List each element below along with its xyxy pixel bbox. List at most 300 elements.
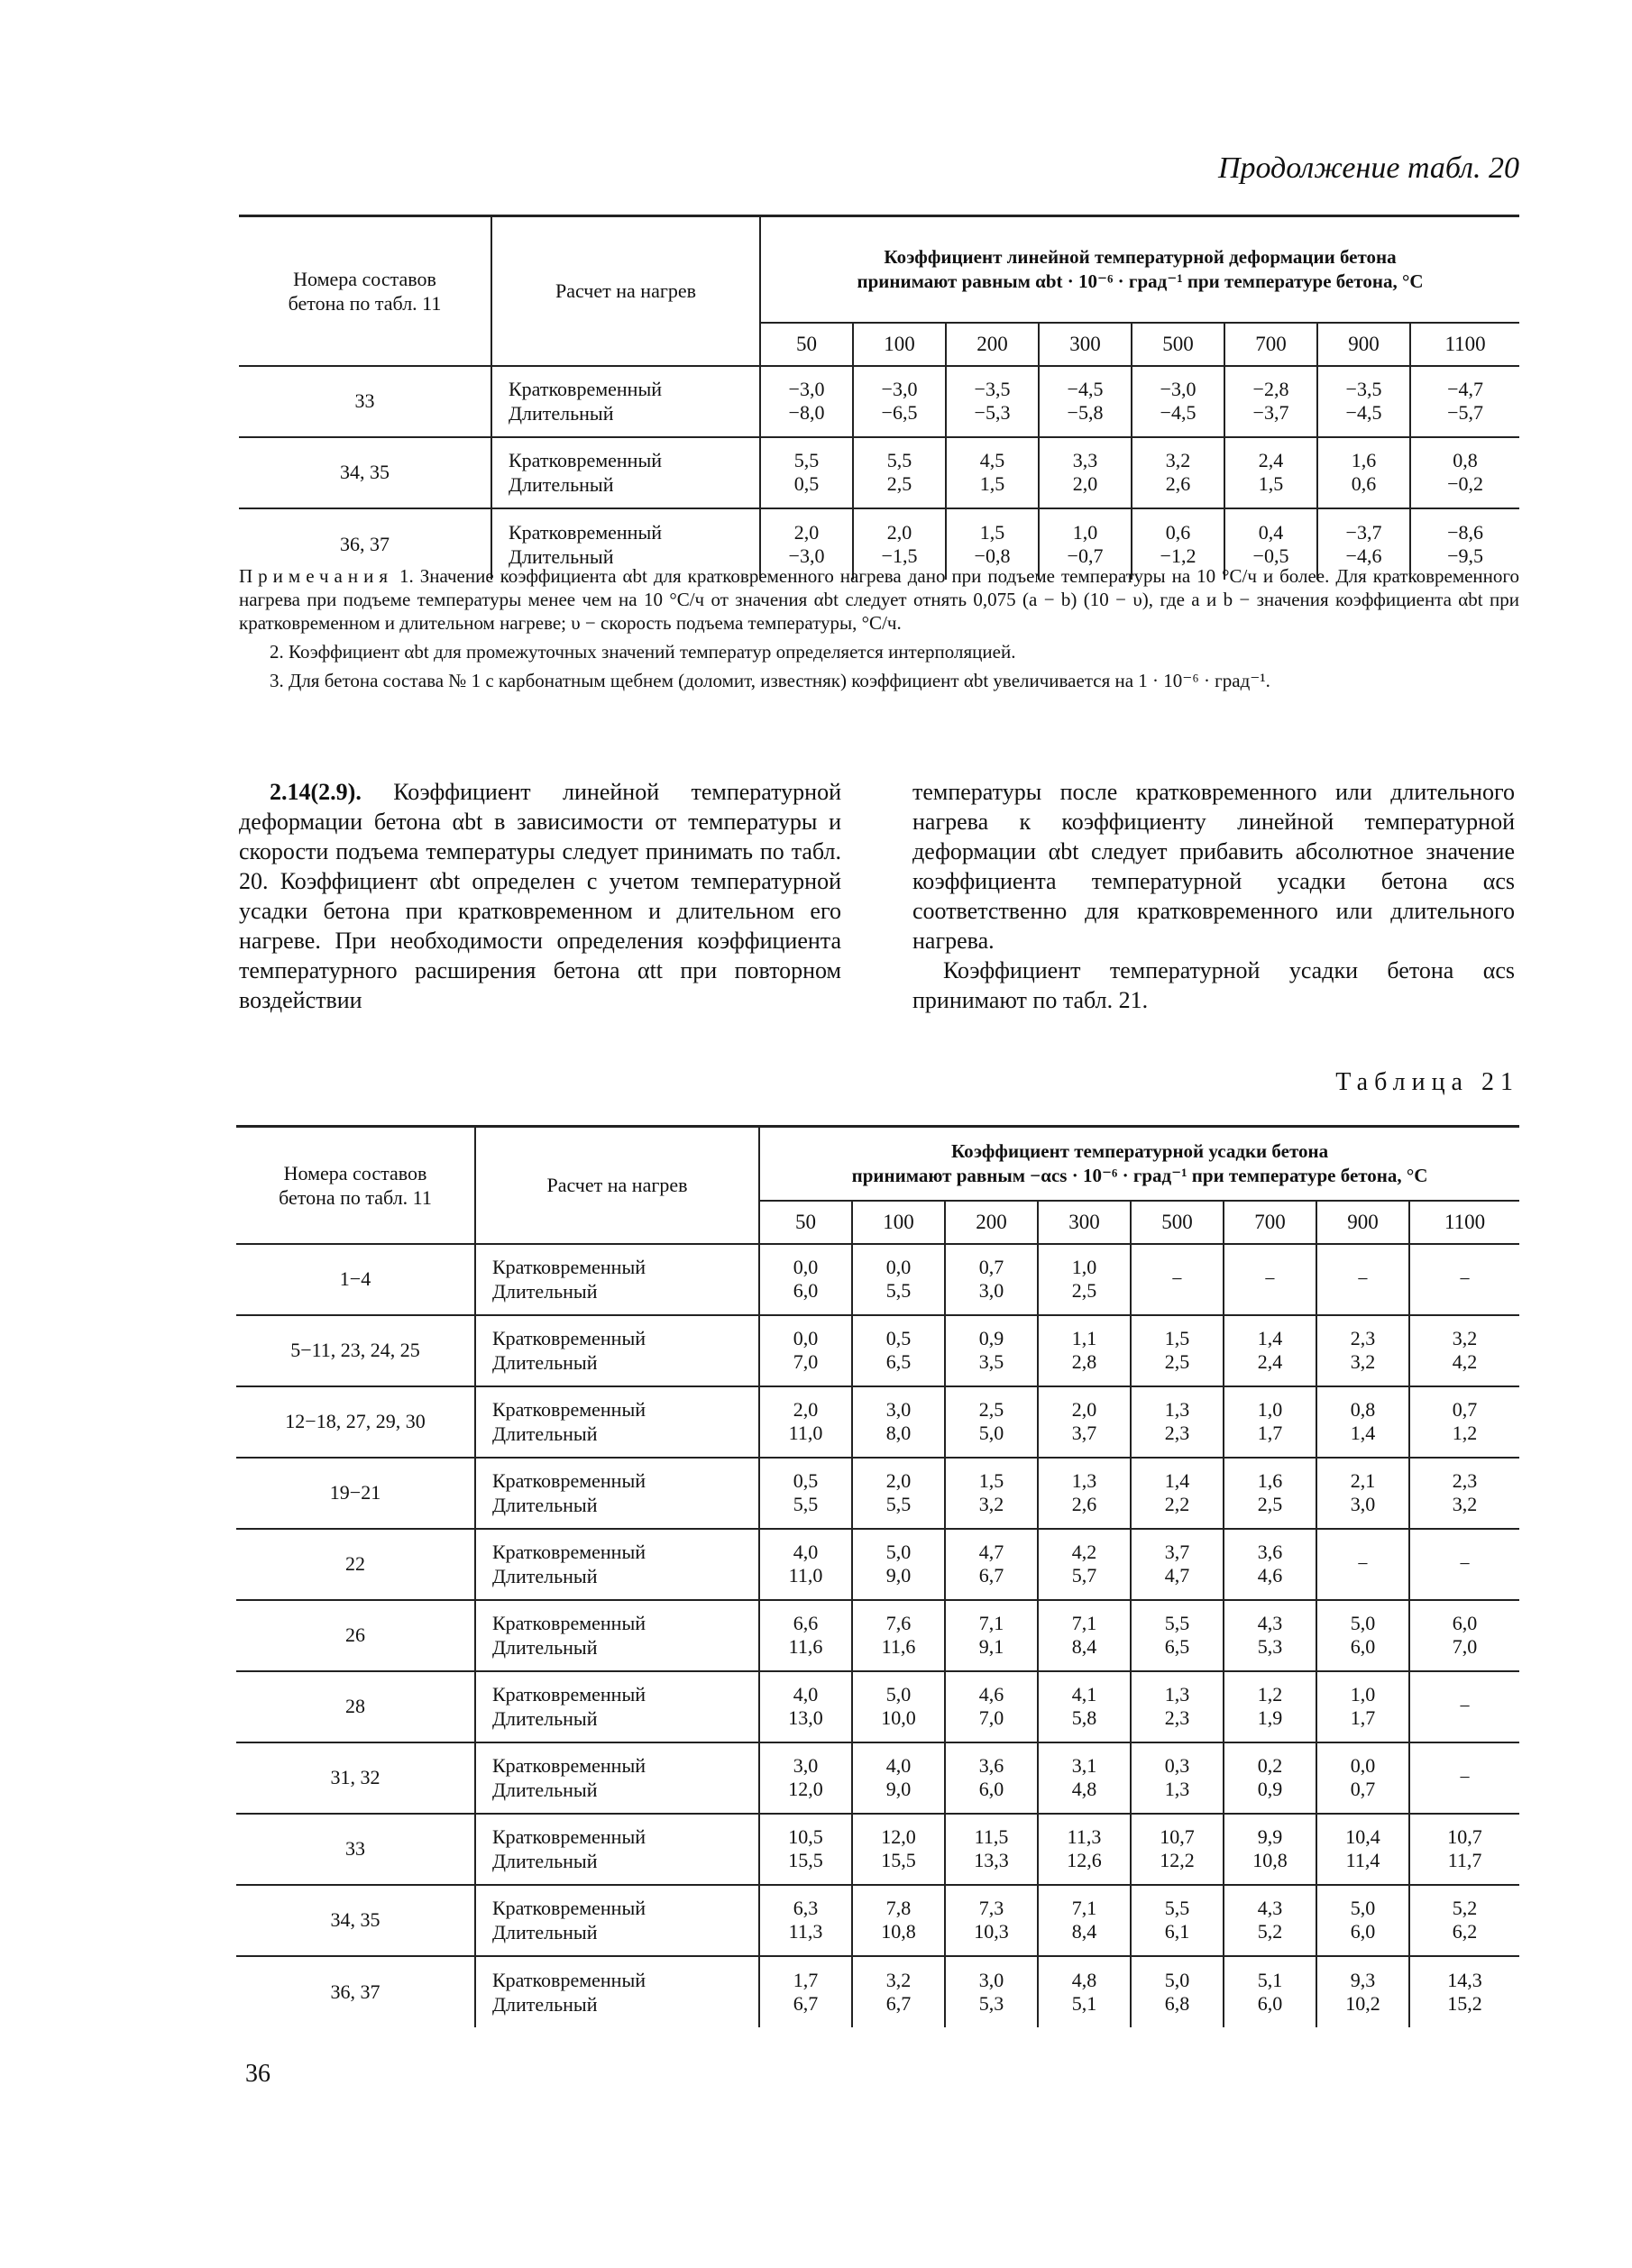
value-short-term: 0,4: [1258, 520, 1284, 544]
value-short-term: 1,7: [793, 1968, 819, 1991]
calc-short-term: Кратковременный: [492, 1897, 646, 1919]
value-short-term: −: [1357, 1267, 1369, 1290]
value-cell: [853, 366, 946, 437]
value-short-term: 0,5: [885, 1327, 912, 1349]
value-long-term: 2,5: [1164, 1350, 1190, 1373]
table-21-caption: Таблица 21: [1335, 1068, 1519, 1096]
value-short-term: 1,0: [1071, 1256, 1097, 1278]
value-cell: [1132, 366, 1224, 437]
value-short-term: 3,0: [978, 1968, 1004, 1991]
value-cell: [852, 1671, 945, 1742]
value-long-term: 3,0: [1350, 1493, 1376, 1515]
value-cell: [760, 366, 853, 437]
calc-short-term: Кратковременный: [492, 1469, 646, 1492]
value-long-term: 6,0: [1257, 1991, 1283, 2015]
value-long-term: 5,2: [1257, 1920, 1283, 1943]
value-cell: [1131, 1671, 1224, 1742]
value-cell: [1224, 1600, 1316, 1671]
composition-label: 19−21: [236, 1458, 475, 1529]
value-short-term: 0,6: [1165, 520, 1191, 544]
value-short-term: −: [1459, 1267, 1471, 1290]
value-long-term: 11,7: [1447, 1849, 1482, 1871]
value-cell: [946, 366, 1039, 437]
value-cell: [852, 1742, 945, 1814]
calc-short-term: Кратковременный: [492, 1398, 646, 1421]
value-short-term: 2,0: [1071, 1398, 1097, 1421]
value-cell: [1224, 1244, 1316, 1315]
table-20-notes: [239, 564, 1519, 698]
value-long-term: 2,6: [1071, 1493, 1097, 1515]
value-long-term: 4,2: [1452, 1350, 1478, 1373]
value-long-term: 3,2: [978, 1493, 1004, 1515]
value-short-term: 3,0: [885, 1398, 912, 1421]
table-continuation-label: Продолжение табл. 20: [1217, 151, 1519, 185]
value-long-term: 7,0: [1452, 1635, 1478, 1658]
calc-short-term: Кратковременный: [492, 1968, 646, 1991]
value-long-term: 11,0: [788, 1422, 823, 1444]
value-long-term: 6,0: [978, 1778, 1004, 1800]
value-cell: [1409, 1885, 1519, 1956]
value-long-term: 1,5: [1258, 472, 1284, 495]
value-long-term: 6,5: [885, 1350, 912, 1373]
value-short-term: 2,3: [1452, 1469, 1478, 1492]
value-short-term: −: [1459, 1552, 1471, 1575]
value-short-term: 0,2: [1257, 1754, 1283, 1777]
notes-prefix: Примечания: [239, 565, 394, 587]
table-row: [239, 366, 1519, 437]
value-short-term: 1,0: [1257, 1398, 1283, 1421]
value-long-term: 12,6: [1067, 1849, 1102, 1871]
value-cell: [1224, 1956, 1316, 2027]
value-long-term: 6,8: [1164, 1991, 1190, 2015]
value-cell: [1317, 366, 1410, 437]
value-short-term: 1,1: [1071, 1327, 1097, 1349]
value-short-term: 5,0: [885, 1541, 912, 1563]
value-cell: [759, 1529, 852, 1600]
value-cell: [1316, 1956, 1409, 2027]
value-short-term: 0,5: [793, 1469, 819, 1492]
value-long-term: 2,0: [1072, 472, 1098, 495]
value-cell: [945, 1671, 1038, 1742]
value-short-term: 3,3: [1072, 449, 1098, 471]
value-cell: [1316, 1458, 1409, 1529]
temperature-header: 500: [1132, 323, 1224, 366]
value-short-term: 5,0: [1350, 1897, 1376, 1919]
value-long-term: 1,9: [1257, 1706, 1283, 1729]
value-long-term: 0,7: [1350, 1778, 1376, 1800]
calc-long-term: Длительный: [492, 1636, 598, 1659]
calc-short-term: Кратковременный: [492, 1256, 646, 1278]
value-cell: [1131, 1386, 1224, 1458]
value-cell: [1132, 437, 1224, 508]
value-short-term: −: [1459, 1766, 1471, 1788]
value-long-term: 3,7: [1071, 1422, 1097, 1444]
table-row: [236, 1386, 1519, 1458]
value-cell: [1038, 1529, 1131, 1600]
value-long-term: −0,7: [1067, 544, 1104, 567]
value-cell: [1131, 1814, 1224, 1885]
value-short-term: 7,3: [978, 1897, 1004, 1919]
value-long-term: 0,6: [1351, 472, 1377, 495]
value-cell: [1224, 1458, 1316, 1529]
value-short-term: 4,0: [885, 1754, 912, 1777]
value-short-term: −3,7: [1345, 520, 1382, 544]
table-row: [236, 1742, 1519, 1814]
value-cell: [1316, 1244, 1409, 1315]
header-heating-calc: Расчет на нагрев: [475, 1127, 759, 1244]
temperature-header: 300: [1039, 323, 1132, 366]
value-long-term: 4,6: [1257, 1564, 1283, 1587]
value-long-term: 2,3: [1164, 1706, 1190, 1729]
value-short-term: 2,0: [793, 1398, 819, 1421]
value-cell: [1409, 1458, 1519, 1529]
calc-short-term: Кратковременный: [492, 1612, 646, 1634]
composition-label: 36, 37: [236, 1956, 475, 2027]
value-short-term: 5,2: [1452, 1897, 1478, 1919]
value-cell: [759, 1458, 852, 1529]
value-cell: [760, 437, 853, 508]
heating-calc-cell: [475, 1814, 759, 1885]
value-cell: [1316, 1885, 1409, 1956]
value-short-term: 0,8: [1453, 449, 1478, 471]
value-short-term: 1,5: [978, 1469, 1004, 1492]
value-long-term: 6,1: [1164, 1920, 1190, 1943]
value-long-term: −6,5: [881, 401, 918, 424]
table-row: [236, 1885, 1519, 1956]
value-cell: [1131, 1529, 1224, 1600]
value-long-term: 3,2: [1452, 1493, 1478, 1515]
calc-long-term: Длительный: [509, 402, 614, 425]
value-long-term: 10,8: [881, 1920, 916, 1943]
value-short-term: 7,1: [978, 1612, 1004, 1634]
value-long-term: 9,0: [885, 1778, 912, 1800]
value-cell: [1038, 1814, 1131, 1885]
value-short-term: −: [1357, 1552, 1369, 1575]
value-short-term: 2,0: [886, 520, 912, 544]
value-short-term: 0,7: [978, 1256, 1004, 1278]
heating-calc-cell: [475, 1742, 759, 1814]
value-cell: [1131, 1244, 1224, 1315]
value-long-term: −0,2: [1447, 472, 1483, 495]
value-long-term: 2,3: [1164, 1422, 1190, 1444]
value-long-term: 12,0: [788, 1778, 823, 1800]
value-short-term: 7,1: [1071, 1612, 1097, 1634]
note-3: 3. Для бетона состава № 1 с карбонатным щебнем (доломит, известняк) коэффициент αbt увеличивается на 1 · 10⁻⁶ · град⁻¹.: [270, 670, 1270, 691]
value-short-term: 1,6: [1257, 1469, 1283, 1492]
temperature-header: 50: [759, 1201, 852, 1244]
heating-calc-cell: [491, 437, 760, 508]
temperature-header: 100: [852, 1201, 945, 1244]
value-long-term: 9,0: [885, 1564, 912, 1587]
composition-label: 1−4: [236, 1244, 475, 1315]
value-long-term: 15,5: [881, 1849, 916, 1871]
calc-long-term: Длительный: [492, 1779, 598, 1801]
heating-calc-cell: [475, 1244, 759, 1315]
calc-long-term: Длительный: [509, 473, 614, 496]
value-short-term: 6,6: [793, 1612, 819, 1634]
value-cell: [1038, 1386, 1131, 1458]
value-cell: [945, 1885, 1038, 1956]
calc-long-term: Длительный: [492, 1992, 598, 2016]
value-cell: [1038, 1742, 1131, 1814]
value-long-term: 1,4: [1350, 1422, 1376, 1444]
table-row: [236, 1814, 1519, 1885]
value-long-term: 6,7: [978, 1564, 1004, 1587]
value-cell: [1224, 366, 1317, 437]
value-long-term: 4,8: [1071, 1778, 1097, 1800]
value-long-term: −4,5: [1160, 401, 1196, 424]
temperature-header: 200: [946, 323, 1039, 366]
value-long-term: 2,5: [1257, 1493, 1283, 1515]
value-cell: [1131, 1956, 1224, 2027]
value-long-term: −3,0: [788, 544, 825, 567]
value-long-term: −0,5: [1252, 544, 1289, 567]
composition-label: 34, 35: [239, 437, 491, 508]
value-short-term: 3,0: [793, 1754, 819, 1777]
value-long-term: 11,4: [1345, 1849, 1380, 1871]
value-short-term: 7,6: [885, 1612, 912, 1634]
table-20: [239, 215, 1519, 580]
calc-short-term: Кратковременный: [492, 1825, 646, 1848]
composition-label: 22: [236, 1529, 475, 1600]
value-long-term: 11,3: [788, 1920, 823, 1943]
value-long-term: −5,7: [1447, 401, 1483, 424]
value-short-term: 1,0: [1072, 520, 1098, 544]
value-cell: [1410, 437, 1519, 508]
heating-calc-cell: [475, 1458, 759, 1529]
heating-calc-cell: [475, 1956, 759, 2027]
value-cell: [1409, 1529, 1519, 1600]
temperature-header: 1100: [1410, 323, 1519, 366]
temperature-header: 900: [1317, 323, 1410, 366]
temperature-header: 500: [1131, 1201, 1224, 1244]
value-cell: [1038, 1315, 1131, 1386]
value-cell: [759, 1956, 852, 2027]
value-cell: [1409, 1671, 1519, 1742]
value-long-term: 11,6: [788, 1635, 823, 1658]
value-cell: [852, 1315, 945, 1386]
calc-long-term: Длительный: [492, 1850, 598, 1872]
value-cell: [1409, 1956, 1519, 2027]
value-short-term: 14,3: [1447, 1968, 1482, 1991]
value-short-term: 10,4: [1345, 1825, 1380, 1848]
value-long-term: 10,0: [881, 1706, 916, 1729]
calc-short-term: Кратковременный: [492, 1683, 646, 1706]
value-short-term: 4,0: [793, 1541, 819, 1563]
value-cell: [1131, 1315, 1224, 1386]
page-number: 36: [245, 2060, 270, 2088]
calc-long-term: Длительный: [492, 1921, 598, 1943]
value-cell: [1409, 1315, 1519, 1386]
value-short-term: 0,7: [1452, 1398, 1478, 1421]
value-long-term: 6,7: [885, 1991, 912, 2015]
value-cell: [1038, 1956, 1131, 2027]
value-cell: [1224, 1386, 1316, 1458]
value-cell: [945, 1956, 1038, 2027]
value-short-term: −: [1459, 1695, 1471, 1717]
composition-label: 5−11, 23, 24, 25: [236, 1315, 475, 1386]
value-short-term: 10,7: [1447, 1825, 1482, 1848]
value-long-term: 5,3: [978, 1991, 1004, 2015]
value-long-term: −5,3: [974, 401, 1011, 424]
value-cell: [759, 1315, 852, 1386]
value-cell: [1131, 1600, 1224, 1671]
value-short-term: 5,5: [1164, 1897, 1190, 1919]
value-cell: [759, 1814, 852, 1885]
temperature-header: 100: [853, 323, 946, 366]
value-cell: [852, 1814, 945, 1885]
value-long-term: 6,5: [1164, 1635, 1190, 1658]
value-long-term: 7,0: [793, 1350, 819, 1373]
value-long-term: 11,6: [881, 1635, 916, 1658]
body-right-paragraph-2: Коэффициент температурной усадки бетона αcs принимают по табл. 21.: [912, 957, 1515, 1013]
calc-long-term: Длительный: [492, 1351, 598, 1374]
value-long-term: 8,0: [885, 1422, 912, 1444]
value-short-term: 10,7: [1160, 1825, 1195, 1848]
calc-long-term: Длительный: [492, 1707, 598, 1730]
value-long-term: 6,0: [793, 1279, 819, 1302]
value-cell: [1316, 1671, 1409, 1742]
calc-short-term: Кратковременный: [509, 449, 662, 471]
value-cell: [946, 437, 1039, 508]
value-short-term: 4,0: [793, 1683, 819, 1706]
value-long-term: 1,3: [1164, 1778, 1190, 1800]
value-cell: [1409, 1742, 1519, 1814]
value-short-term: −3,0: [788, 378, 825, 400]
value-long-term: 10,3: [974, 1920, 1009, 1943]
value-cell: [852, 1956, 945, 2027]
value-cell: [945, 1315, 1038, 1386]
value-long-term: −4,6: [1345, 544, 1382, 567]
value-short-term: 2,5: [978, 1398, 1004, 1421]
value-short-term: 3,2: [1452, 1327, 1478, 1349]
value-long-term: 9,1: [978, 1635, 1004, 1658]
body-column-left: [239, 777, 841, 1015]
value-long-term: 11,0: [788, 1564, 823, 1587]
value-cell: [1224, 1885, 1316, 1956]
value-cell: [852, 1458, 945, 1529]
value-cell: [1038, 1244, 1131, 1315]
composition-label: 12−18, 27, 29, 30: [236, 1386, 475, 1458]
table-21-body: [236, 1244, 1519, 2027]
value-short-term: −3,0: [881, 378, 918, 400]
value-cell: [1409, 1244, 1519, 1315]
calc-short-term: Кратковременный: [492, 1327, 646, 1349]
header-composition: Номера составов бетона по табл. 11: [236, 1127, 475, 1244]
value-long-term: −5,8: [1067, 401, 1104, 424]
composition-label: 26: [236, 1600, 475, 1671]
value-cell: [1038, 1600, 1131, 1671]
value-cell: [759, 1386, 852, 1458]
value-short-term: 1,3: [1071, 1469, 1097, 1492]
value-long-term: 5,7: [1071, 1564, 1097, 1587]
value-cell: [1038, 1671, 1131, 1742]
value-long-term: 5,5: [885, 1493, 912, 1515]
value-long-term: 3,0: [978, 1279, 1004, 1302]
value-cell: [1039, 366, 1132, 437]
value-short-term: 2,0: [793, 520, 820, 544]
value-short-term: 4,7: [978, 1541, 1004, 1563]
value-long-term: 12,2: [1160, 1849, 1195, 1871]
body-left-text: Коэффициент линейной температурной деформации бетона αbt в зависимости от температуры и скорости подъема температуры следует принимать по табл. 20. Коэффициент αbt определен с учетом температурной усадки бетона при кратковременном и длительном его нагреве. При необходимости определения коэффициента температурного расширения бетона αtt при повторном воздействии: [239, 779, 841, 1013]
value-long-term: 10,2: [1345, 1991, 1380, 2015]
value-long-term: −9,5: [1447, 544, 1483, 567]
value-short-term: 4,3: [1257, 1612, 1283, 1634]
value-short-term: 4,3: [1257, 1897, 1283, 1919]
value-short-term: 9,3: [1350, 1968, 1376, 1991]
composition-label: 33: [236, 1814, 475, 1885]
header-composition: Номера составов бетона по табл. 11: [239, 216, 491, 366]
table-row: [236, 1458, 1519, 1529]
value-cell: [945, 1600, 1038, 1671]
value-long-term: 2,5: [886, 472, 912, 495]
value-cell: [1317, 437, 1410, 508]
value-short-term: 2,4: [1258, 449, 1284, 471]
value-short-term: −4,5: [1067, 378, 1104, 400]
table-20-body: [239, 366, 1519, 580]
value-long-term: 2,6: [1165, 472, 1191, 495]
temperature-header: 700: [1224, 1201, 1316, 1244]
calc-long-term: Длительный: [492, 1565, 598, 1587]
value-short-term: −3,5: [974, 378, 1011, 400]
value-short-term: 7,1: [1071, 1897, 1097, 1919]
value-short-term: 1,4: [1164, 1469, 1190, 1492]
value-short-term: 12,0: [881, 1825, 916, 1848]
value-long-term: −8,0: [788, 401, 825, 424]
note-2: 2. Коэффициент αbt для промежуточных значений температур определяется интерполяцией.: [270, 641, 1016, 663]
value-cell: [1224, 1742, 1316, 1814]
table-row: [236, 1529, 1519, 1600]
calc-long-term: Длительный: [492, 1280, 598, 1303]
value-cell: [1039, 437, 1132, 508]
value-short-term: 2,1: [1350, 1469, 1376, 1492]
value-cell: [1224, 1671, 1316, 1742]
value-long-term: 1,5: [979, 472, 1005, 495]
value-long-term: 8,4: [1071, 1920, 1097, 1943]
value-cell: [1316, 1814, 1409, 1885]
value-long-term: −1,2: [1160, 544, 1196, 567]
value-short-term: −2,8: [1252, 378, 1289, 400]
value-cell: [853, 437, 946, 508]
header-coefficient: Коэффициент температурной усадки бетона принимают равным −αcs · 10⁻⁶ · град⁻¹ при температуре бетона, °C: [759, 1127, 1519, 1201]
value-cell: [1224, 1814, 1316, 1885]
value-long-term: 7,0: [978, 1706, 1004, 1729]
value-short-term: 5,0: [1164, 1968, 1190, 1991]
value-short-term: 9,9: [1257, 1825, 1283, 1848]
value-cell: [852, 1529, 945, 1600]
value-cell: [945, 1386, 1038, 1458]
value-long-term: 1,7: [1257, 1422, 1283, 1444]
value-long-term: 13,0: [788, 1706, 823, 1729]
value-short-term: 1,3: [1164, 1683, 1190, 1706]
value-cell: [1409, 1814, 1519, 1885]
composition-label: 36, 37: [239, 508, 491, 580]
value-long-term: 0,9: [1257, 1778, 1283, 1800]
body-column-right: [912, 777, 1515, 1015]
value-short-term: 1,4: [1257, 1327, 1283, 1349]
calc-long-term: Длительный: [492, 1422, 598, 1445]
value-cell: [1131, 1885, 1224, 1956]
value-cell: [1316, 1529, 1409, 1600]
value-long-term: 13,3: [974, 1849, 1009, 1871]
value-cell: [945, 1742, 1038, 1814]
value-long-term: −4,5: [1345, 401, 1382, 424]
value-short-term: 0,0: [1350, 1754, 1376, 1777]
value-cell: [852, 1244, 945, 1315]
value-cell: [1316, 1742, 1409, 1814]
value-cell: [1316, 1386, 1409, 1458]
value-short-term: 0,8: [1350, 1398, 1376, 1421]
